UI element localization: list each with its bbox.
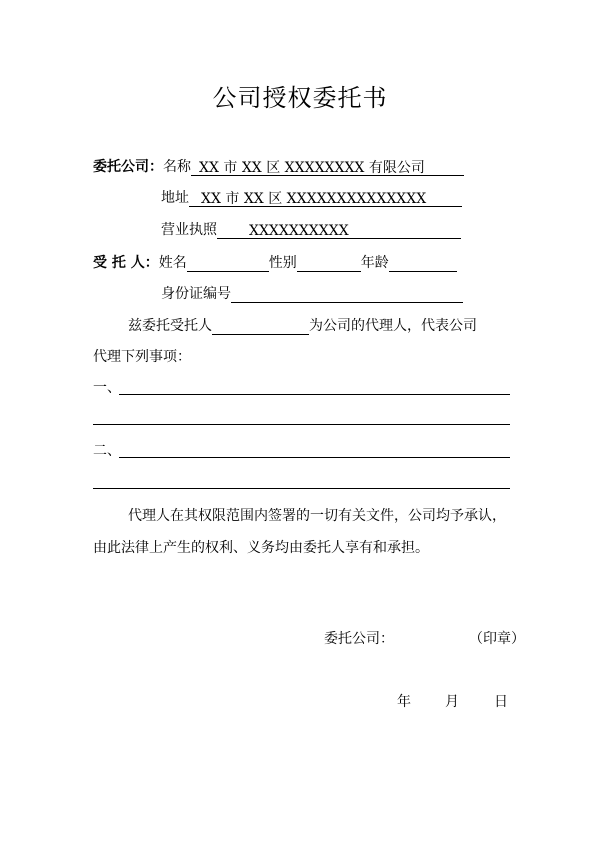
- principal-license-label: 营业执照: [161, 222, 217, 238]
- principal-address-value: XX 市 XX 区 XXXXXXXXXXXXXX: [201, 191, 427, 207]
- date-month-label: 月: [445, 694, 459, 710]
- principal-name-field: [191, 159, 464, 176]
- agent-id-row: [161, 285, 463, 303]
- item2-line: [119, 457, 510, 458]
- para1-end: 为公司的代理人，代表公司: [309, 318, 477, 334]
- date-day-label: 日: [494, 694, 508, 710]
- principal-name-row: [93, 158, 464, 176]
- para2-line1: 代理人在其权限范围内签署的一切有关文件，公司均予承认，: [128, 508, 506, 524]
- item2-line2: [93, 488, 510, 489]
- para2-line2: 由此法律上产生的权利、义务均由委托人享有和承担。: [93, 540, 429, 556]
- item1-line2: [93, 424, 510, 425]
- agent-heading: 受 托 人：: [93, 255, 159, 271]
- agent-gender-field: [297, 255, 361, 272]
- para1-agent-field: [212, 318, 309, 335]
- principal-license-field: [217, 222, 461, 239]
- agent-name-label: 姓名: [158, 255, 187, 271]
- document-title: 公司授权委托书: [212, 84, 388, 112]
- agent-age-field: [389, 255, 457, 272]
- principal-address-label: 地址: [161, 190, 189, 206]
- agent-name-field: [187, 255, 269, 272]
- principal-address-field: [189, 190, 462, 207]
- principal-license-row: [161, 221, 461, 239]
- item1-label: 一、: [93, 380, 121, 396]
- principal-heading: 委托公司：: [93, 159, 163, 175]
- agent-gender-label: 性别: [268, 255, 297, 271]
- agent-age-label: 年龄: [360, 255, 389, 271]
- para1-start: 兹委托受托人: [128, 318, 212, 334]
- signature-company-label: 委托公司：: [324, 631, 394, 647]
- principal-license-value: XXXXXXXXXX: [249, 223, 349, 239]
- principal-name-label: 名称: [163, 159, 191, 175]
- seal-label: （印章）: [469, 631, 525, 647]
- agent-id-field: [231, 286, 463, 303]
- agent-id-label: 身份证编号: [161, 286, 231, 302]
- para1-line1: [128, 317, 477, 335]
- item2-label: 二、: [93, 443, 121, 459]
- principal-address-row: [161, 189, 462, 207]
- para1-line2: 代理下列事项：: [93, 349, 191, 365]
- principal-name-value: XX 市 XX 区 XXXXXXXX 有限公司: [199, 160, 425, 176]
- date-year-label: 年: [397, 694, 411, 710]
- agent-row: [93, 254, 457, 272]
- item1-line: [119, 394, 510, 395]
